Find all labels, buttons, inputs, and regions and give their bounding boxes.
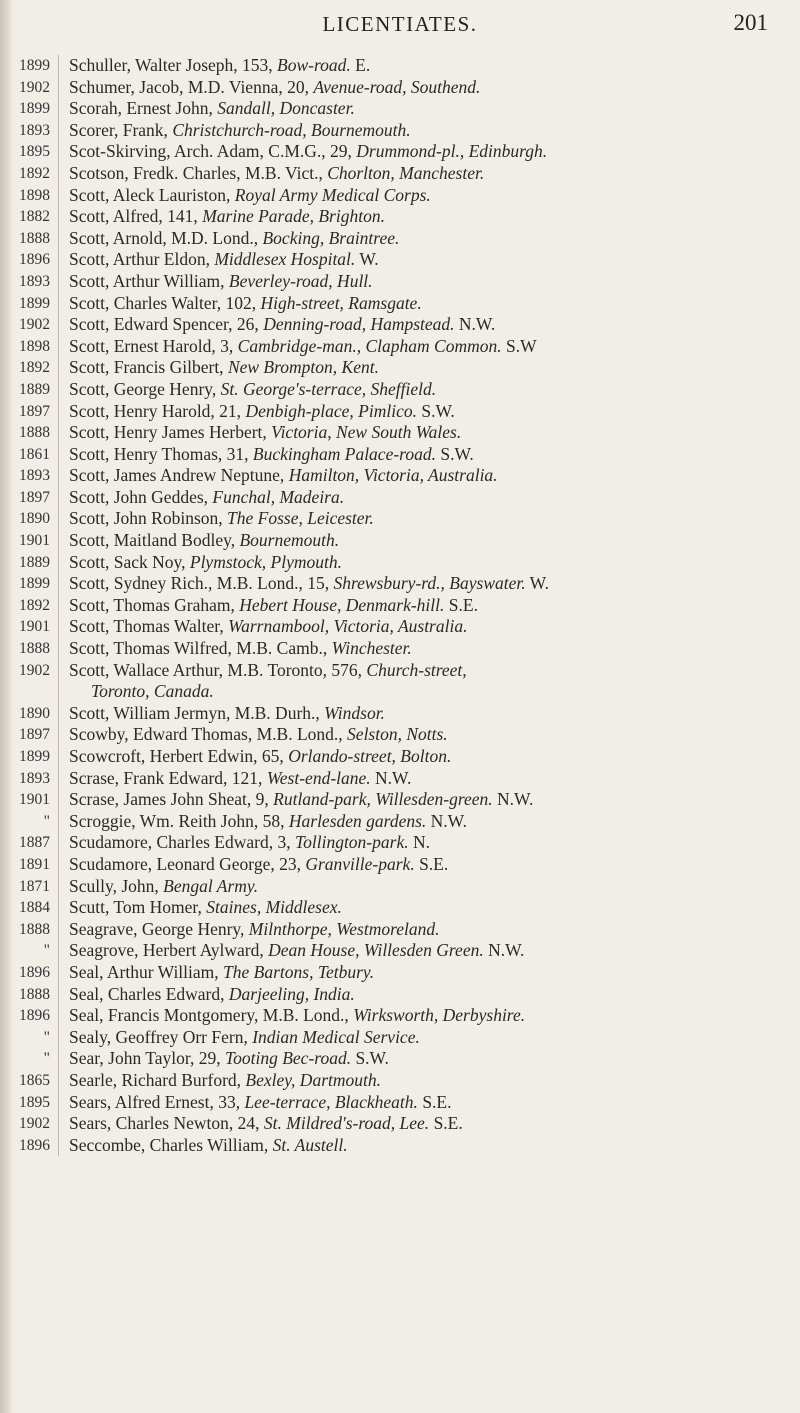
entry-name: Schumer, Jacob, M.D. Vienna, 20,: [69, 76, 314, 97]
entry-name: Seagrove, Herbert Aylward,: [69, 940, 269, 961]
entry-district: S.W.: [351, 1048, 389, 1069]
entry-text: [58, 444, 800, 466]
entry-year: 1891: [19, 855, 50, 873]
entry-year: 1887: [19, 834, 50, 852]
entry-address: Funchal, Madeira.: [212, 486, 345, 507]
entry-address: Chorlton, Manchester.: [327, 162, 485, 183]
entry-name: Scott, Francis Gilbert,: [69, 357, 228, 378]
entry-name: Scott, Arthur William,: [69, 270, 229, 291]
entry-name: Scully, John,: [69, 875, 164, 896]
entry-address: West-end-lane.: [266, 767, 371, 788]
entry-name: Scott, Thomas Graham,: [69, 594, 240, 615]
list-item: [0, 1070, 800, 1092]
entry-address: Royal Army Medical Corps.: [234, 184, 431, 205]
entry-text: [58, 1135, 800, 1157]
list-item: [0, 249, 800, 271]
entry-text: [58, 919, 800, 941]
list-item: [0, 1027, 800, 1049]
entry-year: 1902: [19, 661, 50, 679]
entry-year: 1888: [19, 985, 50, 1003]
entry-name: Scott, Edward Spencer, 26,: [69, 314, 264, 335]
entry-district: N.: [408, 832, 430, 853]
entry-name: Scudamore, Charles Edward, 3,: [69, 832, 295, 853]
entry-text: [58, 876, 800, 898]
entry-year: 1884: [19, 899, 50, 917]
entry-year: 1892: [19, 596, 50, 614]
entry-address: Bengal Army.: [163, 875, 259, 896]
entry-district: W.: [355, 249, 379, 270]
entry-text: [58, 724, 800, 746]
list-item: [0, 897, 800, 919]
entry-name: Seal, Arthur William,: [69, 961, 224, 982]
list-item: [0, 163, 800, 185]
entry-address: Milnthorpe, Westmoreland.: [248, 918, 440, 939]
entry-year: 1898: [19, 337, 50, 355]
list-item: [0, 314, 800, 336]
entry-text: [58, 552, 800, 574]
entry-name: Schuller, Walter Joseph, 153,: [69, 55, 278, 75]
entry-year: 1898: [19, 186, 50, 204]
list-item: [0, 919, 800, 941]
entry-text: [58, 768, 800, 790]
entry-name: Scott, Sack Noy,: [69, 551, 190, 572]
list-item: [0, 768, 800, 790]
entry-text: [58, 940, 800, 962]
entry-name: Scott, Aleck Lauriston,: [69, 184, 235, 205]
entry-text: [58, 616, 800, 638]
entry-name: Scott, Henry James Herbert,: [69, 422, 272, 443]
entry-text: [58, 595, 800, 617]
entry-address: Beverley-road, Hull.: [228, 270, 373, 291]
entry-year: 1892: [19, 164, 50, 182]
entry-address: Granville-park.: [305, 853, 415, 874]
list-item: [0, 876, 800, 898]
entry-name: Scorah, Ernest John,: [69, 98, 218, 119]
entry-year: 1890: [19, 510, 50, 528]
entry-address: The Bartons, Tetbury.: [223, 961, 375, 982]
entry-year: 1896: [19, 251, 50, 269]
entry-name: Sear, John Taylor, 29,: [69, 1048, 225, 1069]
entry-year: 1893: [19, 121, 50, 139]
entry-text: [58, 530, 800, 552]
entry-text: [58, 1070, 800, 1092]
entry-name: Scott, Thomas Wilfred, M.B. Camb.,: [69, 638, 332, 659]
entry-address: Warrnambool, Victoria, Australia.: [228, 616, 468, 637]
list-item: [0, 444, 800, 466]
entry-text: [58, 1048, 800, 1070]
entry-name: Scott, Maitland Bodley,: [69, 530, 240, 551]
entry-name: Scott, Charles Walter, 102,: [69, 292, 261, 313]
entry-name: Sears, Alfred Ernest, 33,: [69, 1091, 245, 1112]
entry-year: 1893: [19, 272, 50, 290]
entry-name: Scott, William Jermyn, M.B. Durh.,: [69, 702, 325, 723]
entry-address: The Fosse, Leicester.: [227, 508, 374, 529]
entry-name: Scroggie, Wm. Reith John, 58,: [69, 810, 289, 831]
entry-address: St. Mildred's-road, Lee.: [263, 1113, 430, 1134]
list-item: [0, 336, 800, 358]
entry-district: S.E.: [414, 853, 449, 874]
entry-district: N.W.: [454, 314, 496, 335]
entry-year: ": [43, 1028, 50, 1046]
entry-name: Seccombe, Charles William,: [69, 1134, 273, 1155]
entry-address: Tollington-park.: [294, 832, 409, 853]
entry-text: [58, 508, 800, 530]
entry-text: [58, 228, 800, 250]
entry-text: [58, 897, 800, 919]
entry-text: [58, 984, 800, 1006]
entry-name: Scott, Arthur Eldon,: [69, 249, 215, 270]
entry-name: Scot-Skirving, Arch. Adam, C.M.G., 29,: [69, 141, 357, 162]
list-item: [0, 1092, 800, 1114]
entry-district: N.W.: [370, 767, 412, 788]
list-item: [0, 141, 800, 163]
entry-district: E.: [350, 55, 371, 75]
list-item: [0, 660, 800, 703]
entry-year: 1888: [19, 229, 50, 247]
list-item: [0, 854, 800, 876]
entry-year: ": [43, 942, 50, 960]
entry-text: [58, 55, 800, 77]
entry-year: 1889: [19, 380, 50, 398]
entry-text: [58, 77, 800, 99]
entry-year: 1888: [19, 920, 50, 938]
entry-name: Searle, Richard Burford,: [69, 1069, 246, 1090]
entry-name: Scott, James Andrew Neptune,: [69, 465, 289, 486]
entry-year: 1899: [19, 748, 50, 765]
entry-year: 1895: [19, 143, 50, 161]
entry-year: ": [43, 812, 50, 830]
entry-district: W.: [525, 573, 549, 594]
entry-address: Darjeeling, India.: [228, 983, 355, 1004]
entry-year: ": [43, 1050, 50, 1068]
entry-text: [58, 962, 800, 984]
entry-year: 1901: [19, 791, 50, 809]
entry-year: 1896: [19, 1007, 50, 1025]
entry-text: [58, 141, 800, 163]
entry-name: Seal, Charles Edward,: [69, 983, 229, 1004]
entry-year: 1899: [19, 575, 50, 593]
entry-text: [58, 379, 800, 401]
page-header: [0, 8, 800, 44]
entry-year: 1895: [19, 1093, 50, 1111]
entry-address: Wirksworth, Derbyshire.: [353, 1005, 526, 1026]
entry-name: Scott, George Henry,: [69, 378, 221, 399]
list-item: [0, 271, 800, 293]
entry-text: [58, 98, 800, 120]
entry-address: Harlesden gardens.: [288, 810, 427, 831]
entry-address: Denbigh-place, Pimlico.: [245, 400, 417, 421]
entry-address: Bournemouth.: [239, 530, 340, 551]
entry-text: [58, 832, 800, 854]
entry-year: 1882: [19, 208, 50, 226]
list-item: [0, 638, 800, 660]
list-item: [0, 228, 800, 250]
entry-year: 1902: [19, 1115, 50, 1133]
entry-text: [58, 314, 800, 336]
entry-name: Scrase, James John Sheat, 9,: [69, 789, 274, 810]
entry-address: Avenue-road, Southend.: [313, 76, 481, 97]
entry-text: [58, 336, 800, 358]
entry-year: 1899: [19, 57, 50, 74]
entry-district: N.W.: [426, 810, 467, 831]
entry-year: 1893: [19, 769, 50, 787]
entry-text: [58, 1027, 800, 1049]
entry-text: [58, 401, 800, 423]
list-item: [0, 206, 800, 228]
entry-name: Scott, Sydney Rich., M.B. Lond., 15,: [69, 573, 334, 594]
entry-text: [58, 206, 800, 228]
entry-district: S.W.: [435, 443, 474, 464]
entry-address: Windsor.: [324, 702, 385, 723]
entry-name: Scott, John Geddes,: [69, 486, 213, 507]
entry-address: Orlando-street, Bolton.: [288, 746, 452, 766]
entry-name: Scott, Thomas Walter,: [69, 616, 229, 637]
list-item: [0, 573, 800, 595]
entry-year: 1865: [19, 1071, 50, 1089]
entry-text: [58, 293, 800, 315]
entry-name: Sealy, Geoffrey Orr Fern,: [69, 1026, 253, 1047]
entry-name: Scott, John Robinson,: [69, 508, 228, 529]
entry-address: Hamilton, Victoria, Australia.: [288, 465, 498, 486]
entry-text: [58, 465, 800, 487]
entry-year: 1897: [19, 488, 50, 506]
entry-text: [58, 422, 800, 444]
list-item: [0, 552, 800, 574]
entry-address: Indian Medical Service.: [252, 1026, 420, 1047]
entry-text: [58, 746, 800, 768]
entry-text: [58, 1113, 800, 1135]
entry-address: High-street, Ramsgate.: [260, 292, 422, 313]
entry-text: [58, 357, 800, 379]
entry-district: S.E.: [417, 1091, 452, 1112]
list-item: [0, 724, 800, 746]
entry-year: 1896: [19, 1136, 50, 1154]
entry-name: Scott, Henry Thomas, 31,: [69, 443, 253, 464]
list-item: [0, 55, 800, 77]
entry-address: Buckingham Palace-road.: [252, 443, 436, 464]
list-item: [0, 465, 800, 487]
entry-name: Scutt, Tom Homer,: [69, 897, 207, 918]
entry-text: [58, 811, 800, 833]
list-item: [0, 940, 800, 962]
entry-year: 1899: [19, 100, 50, 118]
entry-district: S.W.: [417, 400, 455, 421]
entry-name: Seal, Francis Montgomery, M.B. Lond.,: [69, 1005, 354, 1026]
entry-address: Bow-road.: [277, 55, 351, 75]
list-item: [0, 811, 800, 833]
entry-list: [0, 55, 800, 1156]
entry-address: New Brompton, Kent.: [227, 357, 379, 378]
entry-text: [58, 487, 800, 509]
entry-text: [58, 703, 800, 725]
entry-address: Plymstock, Plymouth.: [189, 551, 342, 572]
entry-text: [58, 854, 800, 876]
entry-address: Denning-road, Hampstead.: [263, 314, 455, 335]
entry-year: 1892: [19, 359, 50, 377]
entry-address: Cambridge-man., Clapham Common.: [237, 335, 502, 356]
entry-address: Bexley, Dartmouth.: [245, 1069, 381, 1090]
entry-address: Bocking, Braintree.: [262, 227, 400, 248]
entry-name: Scorer, Frank,: [69, 119, 173, 140]
entry-text: [58, 660, 800, 703]
entry-address: Church-street,: [366, 659, 467, 680]
entry-name: Scott, Wallace Arthur, M.B. Toronto, 576,: [69, 659, 367, 680]
entry-year: 1897: [19, 726, 50, 744]
entry-name: Scott, Ernest Harold, 3,: [69, 335, 238, 356]
entry-text: [58, 249, 800, 271]
entry-address: Hebert House, Denmark-hill.: [239, 594, 445, 615]
list-item: [0, 293, 800, 315]
list-item: [0, 379, 800, 401]
entry-name: Scowcroft, Herbert Edwin, 65,: [69, 746, 289, 766]
entry-district: N.W.: [492, 789, 534, 810]
entry-district: S.W: [501, 335, 537, 356]
list-item: [0, 77, 800, 99]
entry-district: S.E.: [444, 594, 478, 615]
entry-text: [58, 120, 800, 142]
entry-address: Sandall, Doncaster.: [217, 98, 355, 119]
entry-year: 1888: [19, 640, 50, 658]
entry-text: [58, 1005, 800, 1027]
entry-name: Scott, Arnold, M.D. Lond.,: [69, 227, 263, 248]
entry-address: Middlesex Hospital.: [214, 249, 356, 270]
entry-text: [58, 789, 800, 811]
list-item: [0, 703, 800, 725]
list-item: [0, 120, 800, 142]
entry-address: Dean House, Willesden Green.: [268, 940, 484, 961]
entry-address: Shrewsbury-rd., Bayswater.: [333, 573, 526, 594]
list-item: [0, 98, 800, 120]
entry-address: Winchester.: [331, 638, 412, 659]
entry-name: Seagrave, George Henry,: [69, 918, 249, 939]
entry-year: 1899: [19, 294, 50, 312]
entry-text: [58, 573, 800, 595]
running-title: LICENTIATES.: [322, 12, 478, 36]
entry-address-continued: Toronto, Canada.: [91, 681, 214, 702]
entry-year: 1901: [19, 532, 50, 550]
entry-name: Scrase, Frank Edward, 121,: [69, 767, 267, 788]
entry-district: N.W.: [483, 940, 525, 961]
list-item: [0, 487, 800, 509]
list-item: [0, 401, 800, 423]
list-item: [0, 595, 800, 617]
entry-name: Scowby, Edward Thomas, M.B. Lond.,: [69, 724, 348, 745]
entry-address: Lee-terrace, Blackheath.: [244, 1091, 418, 1112]
list-item: [0, 530, 800, 552]
entry-address: Marine Parade, Brighton.: [202, 206, 385, 227]
entry-district: S.E.: [429, 1113, 463, 1134]
list-item: [0, 1135, 800, 1157]
entry-year: 1901: [19, 618, 50, 636]
entry-address: Drummond-pl., Edinburgh.: [356, 141, 548, 162]
entry-address: Christchurch-road, Bournemouth.: [172, 119, 411, 140]
entry-year: 1871: [19, 877, 50, 895]
entry-text: [58, 638, 800, 660]
entry-address: Selston, Notts.: [347, 724, 448, 745]
entry-year: 1890: [19, 704, 50, 722]
entry-address: Rutland-park, Willesden-green.: [273, 789, 493, 810]
entry-year: 1889: [19, 553, 50, 571]
list-item: [0, 746, 800, 768]
list-item: [0, 984, 800, 1006]
entry-text: [58, 163, 800, 185]
entry-address: Staines, Middlesex.: [206, 897, 342, 918]
entry-year: 1902: [19, 78, 50, 96]
list-item: [0, 185, 800, 207]
list-item: [0, 962, 800, 984]
list-item: [0, 1113, 800, 1135]
list-item: [0, 789, 800, 811]
entry-year: 1888: [19, 424, 50, 442]
page-number: 201: [733, 10, 768, 35]
entry-name: Scotson, Fredk. Charles, M.B. Vict.,: [69, 162, 328, 183]
entry-address: Tooting Bec-road.: [225, 1048, 352, 1069]
entry-name: Sears, Charles Newton, 24,: [69, 1113, 264, 1134]
entry-text: [58, 1092, 800, 1114]
entry-year: 1896: [19, 963, 50, 981]
entry-name: Scudamore, Leonard George, 23,: [69, 853, 306, 874]
entry-year: 1861: [19, 445, 50, 463]
list-item: [0, 832, 800, 854]
entry-text: [58, 185, 800, 207]
entry-address: St. Austell.: [272, 1134, 348, 1155]
entry-year: 1893: [19, 467, 50, 485]
entry-year: 1902: [19, 316, 50, 334]
entry-address: Victoria, New South Wales.: [271, 422, 462, 443]
list-item: [0, 1005, 800, 1027]
entry-name: Scott, Alfred, 141,: [69, 206, 203, 227]
list-item: [0, 616, 800, 638]
entry-address: St. George's-terrace, Sheffield.: [220, 378, 437, 399]
entry-year: 1897: [19, 402, 50, 420]
entry-text: [58, 271, 800, 293]
list-item: [0, 508, 800, 530]
list-item: [0, 1048, 800, 1070]
list-item: [0, 357, 800, 379]
list-item: [0, 422, 800, 444]
entry-name: Scott, Henry Harold, 21,: [69, 400, 246, 421]
